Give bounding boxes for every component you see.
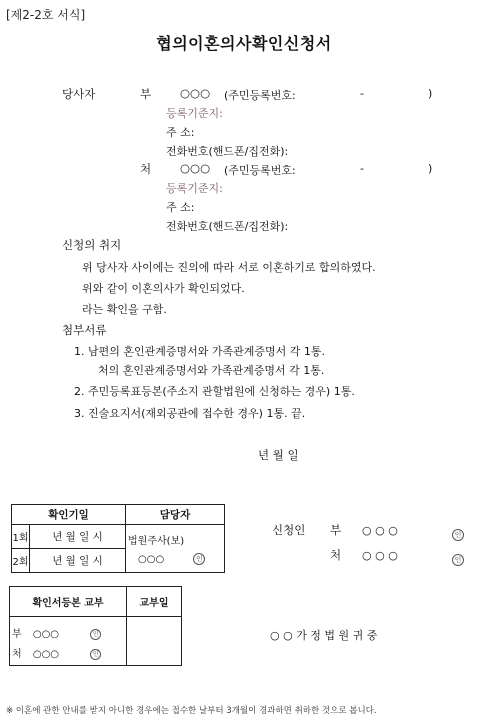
husband-rrn-close: )	[428, 87, 433, 100]
husband-name: ○○○	[180, 86, 211, 100]
wife-name: ○○○	[180, 161, 211, 175]
husband-role: 부	[140, 87, 152, 101]
wife-address-label: 주 소:	[166, 201, 195, 214]
applicant-label: 신청인	[272, 523, 306, 537]
applicant-husband-marks: ○ ○ ○	[362, 524, 398, 537]
applicant-wife-seal-icon: 인	[452, 549, 464, 568]
applicant-wife-role: 처	[330, 548, 342, 562]
applicant-husband-seal-icon: 인	[452, 524, 464, 543]
attachments-heading: 첨부서류	[62, 323, 107, 337]
confirm-date-header: 확인기일	[12, 505, 126, 525]
delivery-date-header: 교부일	[127, 587, 182, 617]
officer-header: 담당자	[126, 505, 225, 525]
delivery-wife-role: 처	[12, 649, 22, 660]
husband-address-label: 주 소:	[166, 126, 195, 139]
husband-rrn-label: (주민등록번호:	[224, 89, 296, 102]
attachment-item-1b: 처의 혼인관계증명서와 가족관계증명서 각 1통.	[98, 364, 325, 377]
applicant-wife-marks: ○ ○ ○	[362, 549, 398, 562]
purpose-line-1: 위 당사자 사이에는 진의에 따라 서로 이혼하기로 합의하였다.	[82, 261, 376, 274]
round-1-label: 1회	[12, 525, 30, 549]
officer-cell	[126, 525, 225, 573]
officer-title: 법원주사(보)	[128, 536, 185, 547]
round-1-value: 년 월 일 시	[30, 525, 126, 549]
parties-label: 당사자	[62, 87, 96, 101]
confirm-date-table	[11, 504, 225, 573]
delivery-recipients	[10, 617, 127, 666]
wife-phone-label: 전화번호(핸드폰/집전화):	[166, 220, 289, 233]
applicant-husband-role: 부	[330, 523, 342, 537]
page-title: 협의이혼의사확인신청서	[156, 34, 332, 53]
delivery-husband-role: 부	[12, 629, 22, 640]
attachment-item-2: 2. 주민등록표등본(주소지 관할법원에 신청하는 경우) 1통.	[74, 385, 355, 398]
form-number: [제2-2호 서식]	[6, 8, 86, 22]
footnote: ※ 이혼에 관한 안내를 받지 아니한 경우에는 접수한 날부터 3개월이 경과하면 취하한 것으로 봅니다.	[6, 706, 377, 716]
wife-rrn-dash: -	[360, 162, 364, 175]
purpose-heading: 신청의 취지	[62, 238, 122, 252]
delivery-wife-seal-icon: 인	[90, 649, 101, 660]
husband-rrn-dash: -	[360, 87, 364, 100]
delivery-husband-seal-icon: 인	[90, 629, 101, 640]
delivery-wife-name: ○○○	[32, 649, 60, 660]
delivery-date-cell	[127, 617, 182, 666]
attachment-item-1: 1. 남편의 혼인관계증명서와 가족관계증명서 각 1통.	[74, 345, 325, 358]
round-2-label: 2회	[12, 549, 30, 573]
wife-registry-label: 등록기준지:	[166, 182, 223, 195]
delivery-header: 확인서등본 교부	[10, 587, 127, 617]
date-line: 년 월 일	[258, 448, 299, 462]
delivery-table	[9, 586, 182, 666]
round-2-value: 년 월 일 시	[30, 549, 126, 573]
delivery-wife-row	[12, 645, 126, 665]
purpose-line-2: 위와 같이 이혼의사가 확인되었다.	[82, 282, 245, 295]
purpose-line-3: 라는 확인을 구함.	[82, 303, 167, 316]
officer-signature	[128, 553, 224, 565]
delivery-husband-name: ○○○	[32, 629, 60, 640]
officer-seal-icon: 인	[193, 553, 205, 565]
officer-name: ○○○	[138, 554, 165, 565]
attachment-item-3: 3. 진술요지서(재외공관에 접수한 경우) 1통. 끝.	[74, 407, 306, 420]
court-addressee: ○ ○ 가 정 법 원 귀 중	[270, 629, 378, 642]
husband-registry-label: 등록기준지:	[166, 107, 223, 120]
wife-rrn-close: )	[428, 162, 433, 175]
husband-phone-label: 전화번호(핸드폰/집전화):	[166, 145, 289, 158]
delivery-husband-row	[12, 625, 126, 645]
wife-rrn-label: (주민등록번호:	[224, 164, 296, 177]
wife-role: 처	[140, 162, 152, 176]
